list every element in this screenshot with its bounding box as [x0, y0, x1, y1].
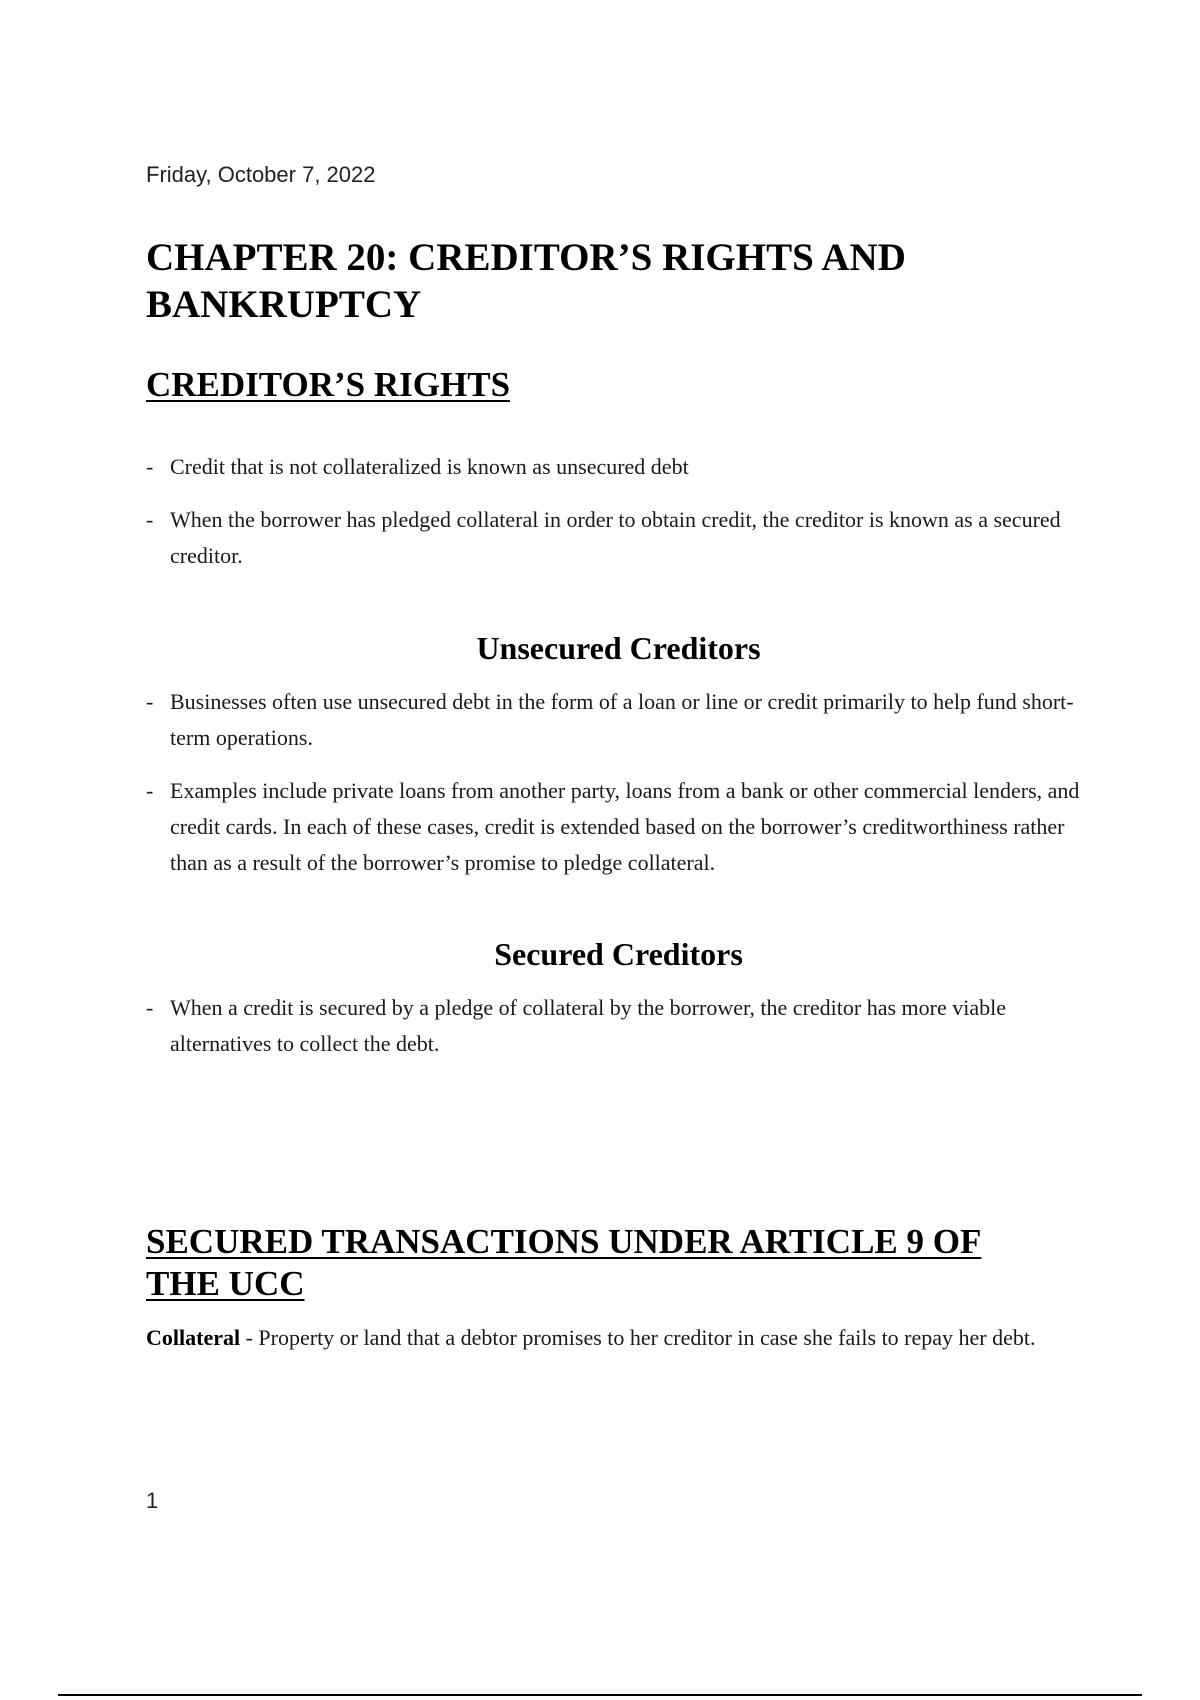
list-item — [146, 684, 1096, 756]
sub-heading-unsecured-creditors: Unsecured Creditors — [476, 630, 761, 666]
bullet-dash: - — [146, 689, 154, 714]
bullet-text: Examples include private loans from another party, loans from a bank or other commercial lenders, and credit cards. In each of these cases, credit is extended based on the borrower’s creditworthiness rather than as a result of the borrower’s promise to pledge collateral. — [170, 778, 1080, 875]
bullet-text: Businesses often use unsecured debt in the form of a loan or line or credit primarily to help fund short-term operations. — [170, 689, 1074, 750]
list-item — [146, 773, 1096, 881]
list-item — [146, 449, 1096, 485]
page-number: 1 — [146, 1488, 159, 1513]
bullet-text: When a credit is secured by a pledge of collateral by the borrower, the creditor has more viable alternatives to collect the debt. — [170, 995, 1006, 1056]
bullet-text: Credit that is not collateralized is known as unsecured debt — [170, 454, 689, 479]
bullet-dash: - — [146, 778, 154, 803]
section-heading-secured-transactions: SECURED TRANSACTIONS UNDER ARTICLE 9 OF THE UCC — [146, 1222, 982, 1303]
footer-divider — [58, 1694, 1142, 1696]
section-heading-creditors-rights: CREDITOR’S RIGHTS — [146, 365, 511, 404]
sub-heading-secured-creditors: Secured Creditors — [494, 936, 743, 972]
bullet-dash: - — [146, 507, 154, 532]
definition-text: - Property or land that a debtor promises to her creditor in case she fails to repay her debt. — [240, 1325, 1036, 1350]
definition-term: Collateral — [146, 1325, 241, 1350]
definition-collateral — [146, 1320, 1091, 1356]
bullet-text: When the borrower has pledged collateral in order to obtain credit, the creditor is known as a secured creditor. — [170, 507, 1061, 568]
list-item — [146, 502, 1096, 574]
bullet-dash: - — [146, 995, 154, 1020]
list-item — [146, 990, 1096, 1062]
chapter-title: CHAPTER 20: CREDITOR’S RIGHTS AND BANKRUPTCY — [146, 236, 906, 326]
document-date: Friday, October 7, 2022 — [146, 162, 376, 187]
bullet-dash: - — [146, 454, 154, 479]
